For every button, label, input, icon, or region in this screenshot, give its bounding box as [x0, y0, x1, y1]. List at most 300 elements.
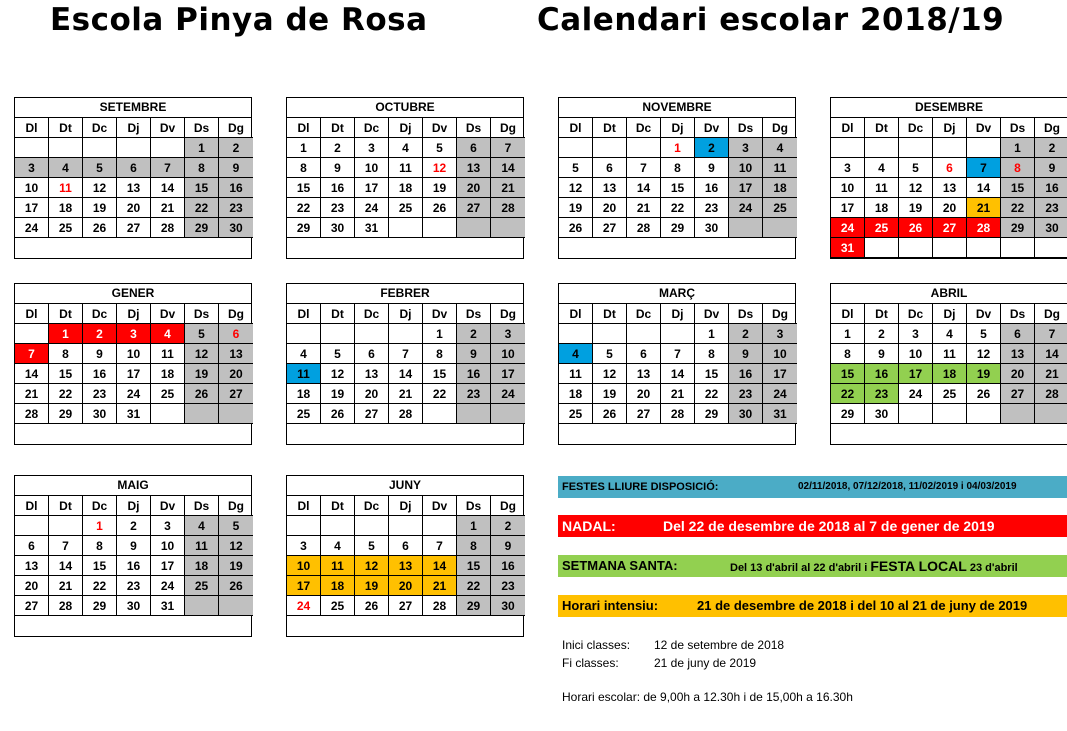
day-cell: 20: [933, 198, 967, 218]
empty-cell: [491, 218, 525, 238]
weekday-header: Dc: [355, 304, 389, 324]
empty-cell: [457, 238, 491, 258]
month-grid: [831, 304, 1067, 444]
empty-cell: [49, 516, 83, 536]
weekday-header: Dg: [763, 118, 797, 138]
weekday-header: Dc: [899, 118, 933, 138]
month-name: MAIG: [15, 476, 251, 496]
day-cell: 2: [321, 138, 355, 158]
day-cell: 15: [1001, 178, 1035, 198]
day-cell: 4: [321, 536, 355, 556]
empty-cell: [559, 138, 593, 158]
weekday-header: Dl: [15, 496, 49, 516]
day-cell: 27: [219, 384, 253, 404]
day-cell: 25: [933, 384, 967, 404]
empty-cell: [151, 138, 185, 158]
day-cell: 17: [763, 364, 797, 384]
month-0: [14, 97, 252, 259]
empty-cell: [729, 424, 763, 444]
weekday-header: Ds: [1001, 118, 1035, 138]
day-cell: 16: [1035, 178, 1067, 198]
day-cell: 28: [151, 218, 185, 238]
month-name: ABRIL: [831, 284, 1067, 304]
empty-cell: [185, 424, 219, 444]
weekday-header: Dl: [831, 304, 865, 324]
class-end: [562, 656, 756, 670]
day-cell: 14: [1035, 344, 1067, 364]
day-cell: 16: [83, 364, 117, 384]
day-cell: 19: [185, 364, 219, 384]
day-cell: 22: [49, 384, 83, 404]
day-cell: 8: [661, 158, 695, 178]
day-cell: 19: [899, 198, 933, 218]
school-hours: Horari escolar: de 9,00h a 12.30h i de 15,00h a 16.30h: [562, 690, 853, 704]
empty-cell: [1001, 424, 1035, 444]
empty-cell: [763, 424, 797, 444]
day-cell: 17: [831, 198, 865, 218]
day-cell: 17: [355, 178, 389, 198]
day-cell: 23: [321, 198, 355, 218]
empty-cell: [83, 238, 117, 258]
day-cell: 29: [695, 404, 729, 424]
empty-cell: [763, 218, 797, 238]
day-cell: 21: [389, 384, 423, 404]
day-cell: 13: [1001, 344, 1035, 364]
day-cell: 13: [15, 556, 49, 576]
day-cell: 17: [117, 364, 151, 384]
day-cell: 19: [355, 576, 389, 596]
empty-cell: [899, 238, 933, 258]
day-cell: 6: [15, 536, 49, 556]
day-cell: 17: [15, 198, 49, 218]
day-cell: 3: [831, 158, 865, 178]
day-cell: 28: [491, 198, 525, 218]
day-cell: 6: [933, 158, 967, 178]
weekday-header: Dv: [695, 118, 729, 138]
empty-cell: [355, 424, 389, 444]
day-cell: 16: [219, 178, 253, 198]
day-cell: 27: [933, 218, 967, 238]
empty-cell: [15, 424, 49, 444]
day-cell: 3: [899, 324, 933, 344]
day-cell: 12: [219, 536, 253, 556]
day-cell: 13: [627, 364, 661, 384]
empty-cell: [967, 404, 1001, 424]
day-cell: 28: [627, 218, 661, 238]
day-cell: 29: [661, 218, 695, 238]
empty-cell: [219, 238, 253, 258]
day-cell: 5: [967, 324, 1001, 344]
weekday-header: Dj: [117, 496, 151, 516]
weekday-header: Dg: [219, 118, 253, 138]
day-cell: 10: [899, 344, 933, 364]
day-cell: 12: [967, 344, 1001, 364]
day-cell: 1: [287, 138, 321, 158]
day-cell: 6: [1001, 324, 1035, 344]
day-cell: 3: [117, 324, 151, 344]
weekday-header: Dc: [627, 304, 661, 324]
class-start-value: 12 de setembre de 2018: [654, 638, 785, 652]
weekday-header: Ds: [185, 496, 219, 516]
day-cell: 8: [1001, 158, 1035, 178]
day-cell: 10: [491, 344, 525, 364]
day-cell: 24: [15, 218, 49, 238]
day-cell: 24: [287, 596, 321, 616]
empty-cell: [15, 138, 49, 158]
day-cell: 26: [967, 384, 1001, 404]
day-cell: 18: [49, 198, 83, 218]
weekday-header: Dj: [661, 304, 695, 324]
weekday-header: Ds: [185, 118, 219, 138]
month-name: SETEMBRE: [15, 98, 251, 118]
day-cell: 29: [185, 218, 219, 238]
empty-cell: [389, 424, 423, 444]
day-cell: 14: [423, 556, 457, 576]
day-cell: 30: [219, 218, 253, 238]
day-cell: 1: [457, 516, 491, 536]
day-cell: 1: [423, 324, 457, 344]
day-cell: 28: [661, 404, 695, 424]
day-cell: 17: [491, 364, 525, 384]
day-cell: 27: [355, 404, 389, 424]
day-cell: 5: [219, 516, 253, 536]
day-cell: 22: [83, 576, 117, 596]
weekday-header: Dj: [389, 118, 423, 138]
weekday-header: Dc: [83, 304, 117, 324]
day-cell: 7: [491, 138, 525, 158]
weekday-header: Dt: [49, 304, 83, 324]
day-cell: 14: [967, 178, 1001, 198]
day-cell: 9: [117, 536, 151, 556]
day-cell: 14: [15, 364, 49, 384]
day-cell: 24: [899, 384, 933, 404]
day-cell: 8: [287, 158, 321, 178]
empty-cell: [49, 424, 83, 444]
day-cell: 11: [559, 364, 593, 384]
empty-cell: [899, 404, 933, 424]
class-end-value: 21 de juny de 2019: [654, 656, 757, 670]
day-cell: 17: [151, 556, 185, 576]
empty-cell: [49, 138, 83, 158]
day-cell: 12: [321, 364, 355, 384]
day-cell: 27: [389, 596, 423, 616]
empty-cell: [355, 324, 389, 344]
class-end-label: Fi classes:: [562, 656, 619, 670]
empty-cell: [627, 324, 661, 344]
empty-cell: [729, 238, 763, 258]
day-cell: 19: [83, 198, 117, 218]
weekday-header: Dg: [1035, 304, 1067, 324]
day-cell: 11: [321, 556, 355, 576]
day-cell: 23: [865, 384, 899, 404]
empty-cell: [287, 424, 321, 444]
day-cell: 20: [389, 576, 423, 596]
day-cell: 16: [117, 556, 151, 576]
weekday-header: Dl: [559, 118, 593, 138]
empty-cell: [151, 238, 185, 258]
empty-cell: [831, 424, 865, 444]
empty-cell: [49, 238, 83, 258]
weekday-header: Dt: [865, 118, 899, 138]
day-cell: 4: [559, 344, 593, 364]
empty-cell: [151, 404, 185, 424]
day-cell: 19: [593, 384, 627, 404]
empty-cell: [899, 424, 933, 444]
empty-cell: [491, 404, 525, 424]
month-8: [14, 475, 252, 637]
day-cell: 2: [729, 324, 763, 344]
empty-cell: [287, 616, 321, 636]
day-cell: 6: [355, 344, 389, 364]
weekday-header: Dt: [593, 304, 627, 324]
weekday-header: Dg: [219, 496, 253, 516]
weekday-header: Dl: [287, 496, 321, 516]
month-4: [14, 283, 252, 445]
empty-cell: [933, 424, 967, 444]
day-cell: 10: [831, 178, 865, 198]
day-cell: 12: [423, 158, 457, 178]
day-cell: 28: [49, 596, 83, 616]
empty-cell: [1001, 404, 1035, 424]
calendar-title: Calendari escolar 2018/19: [537, 2, 1005, 38]
day-cell: 3: [287, 536, 321, 556]
day-cell: 20: [355, 384, 389, 404]
empty-cell: [423, 218, 457, 238]
day-cell: 18: [185, 556, 219, 576]
day-cell: 27: [593, 218, 627, 238]
weekday-header: Ds: [185, 304, 219, 324]
day-cell: 5: [321, 344, 355, 364]
empty-cell: [1001, 238, 1035, 258]
day-cell: 29: [831, 404, 865, 424]
day-cell: 25: [185, 576, 219, 596]
day-cell: 23: [1035, 198, 1067, 218]
day-cell: 22: [287, 198, 321, 218]
day-cell: 30: [729, 404, 763, 424]
empty-cell: [219, 404, 253, 424]
empty-cell: [287, 238, 321, 258]
empty-cell: [83, 616, 117, 636]
day-cell: 24: [763, 384, 797, 404]
day-cell: 19: [559, 198, 593, 218]
day-cell: 28: [967, 218, 1001, 238]
day-cell: 23: [695, 198, 729, 218]
empty-cell: [151, 424, 185, 444]
empty-cell: [627, 424, 661, 444]
day-cell: 15: [287, 178, 321, 198]
weekday-header: Dg: [219, 304, 253, 324]
legend-christmas-label: NADAL:: [562, 518, 616, 534]
day-cell: 18: [321, 576, 355, 596]
legend-easter-value: [730, 555, 1018, 577]
month-name: FEBRER: [287, 284, 523, 304]
day-cell: 26: [593, 404, 627, 424]
day-cell: 26: [559, 218, 593, 238]
day-cell: 7: [389, 344, 423, 364]
weekday-header: Dg: [763, 304, 797, 324]
month-name: OCTUBRE: [287, 98, 523, 118]
month-5: [286, 283, 524, 445]
weekday-header: Dl: [15, 118, 49, 138]
day-cell: 1: [83, 516, 117, 536]
month-3: [830, 97, 1067, 259]
weekday-header: Dc: [627, 118, 661, 138]
month-grid: [15, 496, 251, 636]
day-cell: 18: [151, 364, 185, 384]
weekday-header: Dc: [83, 496, 117, 516]
empty-cell: [185, 596, 219, 616]
day-cell: 30: [491, 596, 525, 616]
day-cell: 13: [219, 344, 253, 364]
empty-cell: [185, 616, 219, 636]
day-cell: 7: [1035, 324, 1067, 344]
legend-easter-value-post: 23 d'abril: [966, 562, 1018, 574]
day-cell: 26: [219, 576, 253, 596]
empty-cell: [593, 424, 627, 444]
day-cell: 2: [83, 324, 117, 344]
class-start: [562, 638, 784, 652]
day-cell: 3: [491, 324, 525, 344]
day-cell: 18: [933, 364, 967, 384]
weekday-header: Dv: [967, 304, 1001, 324]
empty-cell: [321, 516, 355, 536]
day-cell: 9: [1035, 158, 1067, 178]
legend-easter-value-pre: Del 13 d'abril al 22 d'abril i: [730, 562, 871, 574]
day-cell: 30: [695, 218, 729, 238]
legend-free-days-value: 02/11/2018, 07/12/2018, 11/02/2019 i 04/03/2019: [798, 481, 1017, 492]
day-cell: 6: [627, 344, 661, 364]
weekday-header: Dt: [321, 496, 355, 516]
day-cell: 15: [695, 364, 729, 384]
day-cell: 21: [1035, 364, 1067, 384]
weekday-header: Ds: [729, 304, 763, 324]
legend-christmas: [558, 515, 1067, 537]
weekday-header: Dv: [423, 496, 457, 516]
day-cell: 25: [49, 218, 83, 238]
day-cell: 31: [355, 218, 389, 238]
day-cell: 11: [933, 344, 967, 364]
weekday-header: Dt: [321, 304, 355, 324]
day-cell: 19: [219, 556, 253, 576]
class-start-label: Inici classes:: [562, 638, 631, 652]
day-cell: 14: [661, 364, 695, 384]
day-cell: 11: [763, 158, 797, 178]
day-cell: 16: [321, 178, 355, 198]
empty-cell: [661, 238, 695, 258]
day-cell: 29: [1001, 218, 1035, 238]
legend-easter-label: SETMANA SANTA:: [562, 558, 678, 573]
day-cell: 26: [83, 218, 117, 238]
day-cell: 3: [763, 324, 797, 344]
empty-cell: [865, 238, 899, 258]
day-cell: 1: [695, 324, 729, 344]
day-cell: 13: [457, 158, 491, 178]
empty-cell: [933, 238, 967, 258]
day-cell: 11: [389, 158, 423, 178]
day-cell: 12: [185, 344, 219, 364]
empty-cell: [423, 424, 457, 444]
school-title: Escola Pinya de Rosa: [50, 2, 428, 38]
day-cell: 9: [219, 158, 253, 178]
weekday-header: Dg: [1035, 118, 1067, 138]
day-cell: 22: [457, 576, 491, 596]
month-name: DESEMBRE: [831, 98, 1067, 118]
day-cell: 15: [661, 178, 695, 198]
weekday-header: Dg: [491, 304, 525, 324]
day-cell: 26: [355, 596, 389, 616]
day-cell: 24: [491, 384, 525, 404]
day-cell: 31: [763, 404, 797, 424]
weekday-header: Dt: [593, 118, 627, 138]
empty-cell: [423, 238, 457, 258]
day-cell: 30: [83, 404, 117, 424]
empty-cell: [661, 324, 695, 344]
empty-cell: [933, 138, 967, 158]
day-cell: 16: [865, 364, 899, 384]
day-cell: 15: [831, 364, 865, 384]
day-cell: 2: [457, 324, 491, 344]
day-cell: 23: [491, 576, 525, 596]
day-cell: 18: [389, 178, 423, 198]
day-cell: 31: [151, 596, 185, 616]
weekday-header: Dl: [15, 304, 49, 324]
day-cell: 28: [1035, 384, 1067, 404]
day-cell: 27: [1001, 384, 1035, 404]
day-cell: 10: [117, 344, 151, 364]
day-cell: 15: [83, 556, 117, 576]
empty-cell: [83, 424, 117, 444]
day-cell: 4: [287, 344, 321, 364]
day-cell: 15: [423, 364, 457, 384]
day-cell: 2: [865, 324, 899, 344]
day-cell: 13: [593, 178, 627, 198]
weekday-header: Dv: [151, 118, 185, 138]
day-cell: 15: [49, 364, 83, 384]
day-cell: 8: [695, 344, 729, 364]
day-cell: 8: [83, 536, 117, 556]
day-cell: 12: [899, 178, 933, 198]
day-cell: 21: [151, 198, 185, 218]
day-cell: 18: [763, 178, 797, 198]
day-cell: 22: [185, 198, 219, 218]
empty-cell: [219, 424, 253, 444]
empty-cell: [389, 516, 423, 536]
day-cell: 13: [117, 178, 151, 198]
empty-cell: [423, 616, 457, 636]
day-cell: 21: [423, 576, 457, 596]
weekday-header: Dj: [117, 304, 151, 324]
day-cell: 22: [661, 198, 695, 218]
empty-cell: [15, 324, 49, 344]
empty-cell: [321, 424, 355, 444]
day-cell: 17: [899, 364, 933, 384]
day-cell: 8: [423, 344, 457, 364]
day-cell: 30: [321, 218, 355, 238]
day-cell: 12: [83, 178, 117, 198]
day-cell: 18: [559, 384, 593, 404]
empty-cell: [899, 138, 933, 158]
empty-cell: [117, 138, 151, 158]
day-cell: 21: [627, 198, 661, 218]
weekday-header: Dv: [151, 496, 185, 516]
day-cell: 25: [865, 218, 899, 238]
day-cell: 9: [491, 536, 525, 556]
day-cell: 12: [559, 178, 593, 198]
day-cell: 27: [15, 596, 49, 616]
empty-cell: [287, 324, 321, 344]
empty-cell: [117, 616, 151, 636]
day-cell: 26: [423, 198, 457, 218]
